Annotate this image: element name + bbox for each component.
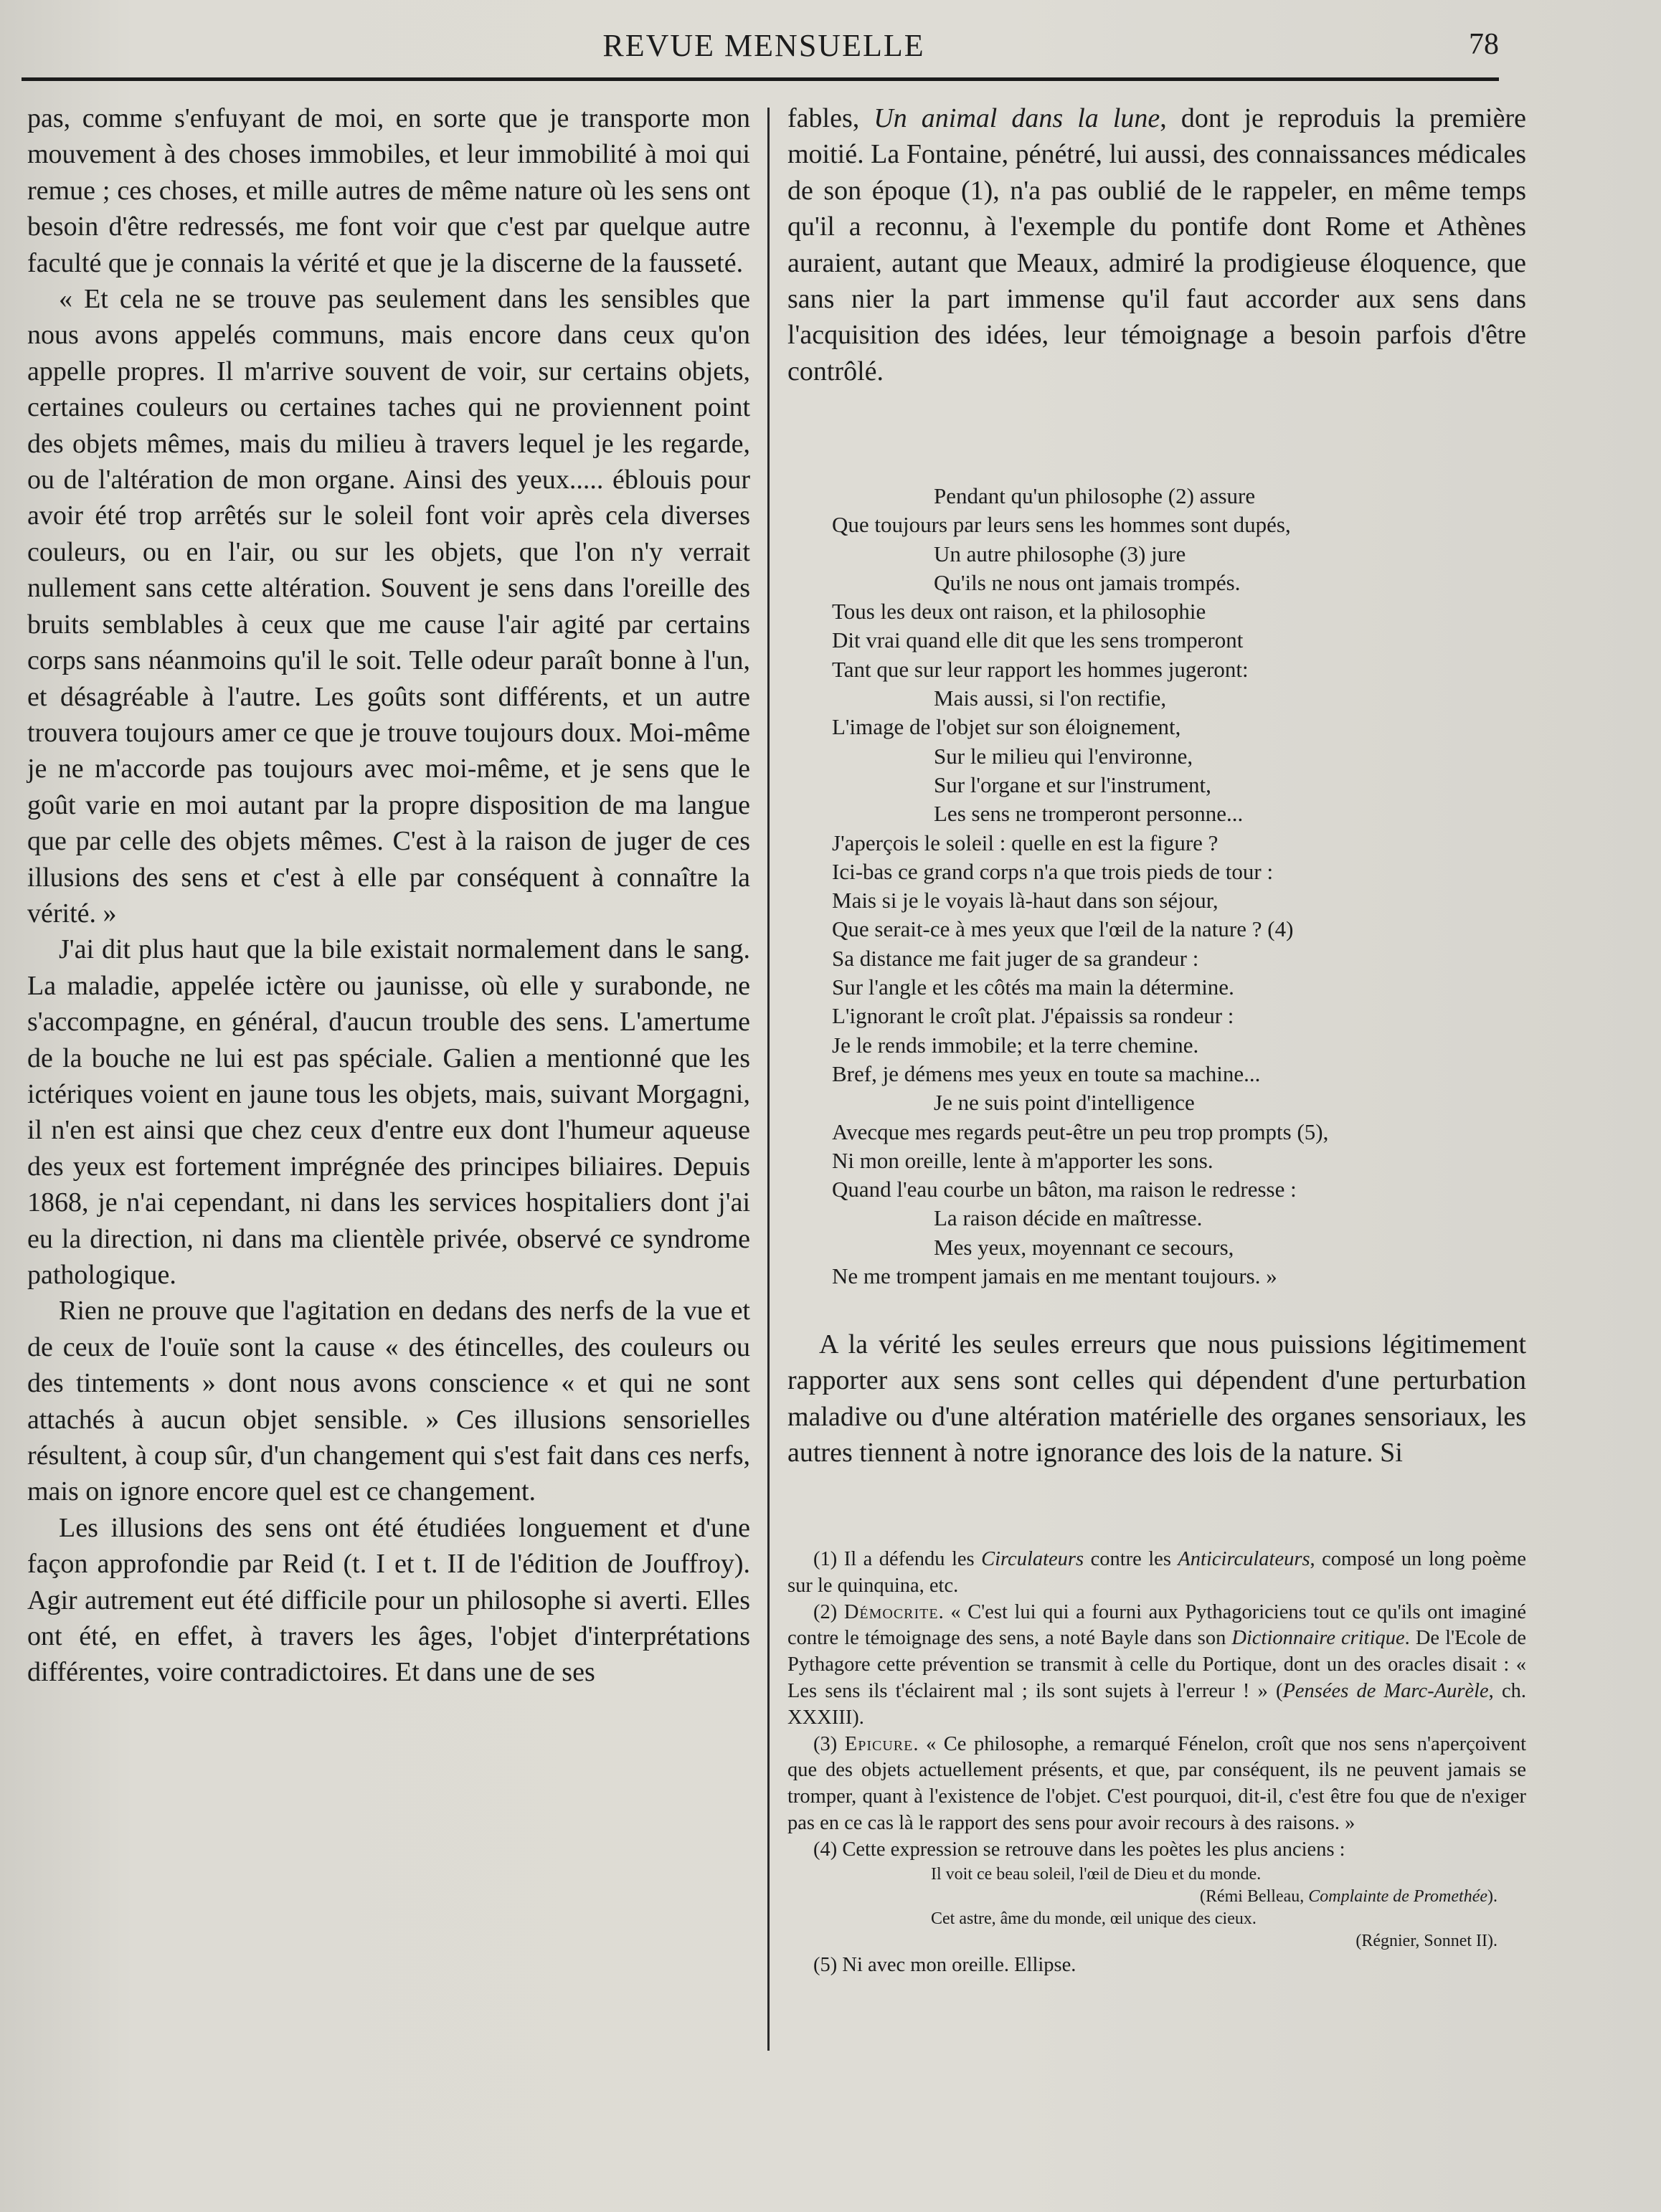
citation-line: Cet astre, âme du monde, œil unique des cieux.	[931, 1909, 1257, 1928]
poem-line: Dit vrai quand elle dit que les sens tromperont	[832, 627, 1244, 653]
footnote-number: (2)	[813, 1600, 844, 1623]
poem-line: Sur le milieu qui l'environne,	[934, 743, 1193, 769]
footnote-2	[787, 1600, 1526, 1732]
footnote-italic: Pensées de Marc-Aurèle	[1282, 1679, 1489, 1702]
paragraph: Rien ne prouve que l'agitation en dedans des nerfs de la vue et de ceux de l'ouïe sont la cause « des étincelles, des couleurs ou des tintements » dont nous avons conscience « et qui ne sont attachés à aucun objet sensible. » Ces illusions sensorielles résultent, à coup sûr, d'un changement qui s'est fait dans ces nerfs, mais on ignore encore quel est ce changement.	[27, 1296, 750, 1507]
poem-line: Les sens ne tromperont personne...	[934, 801, 1244, 827]
footnote-name: Démocrite	[843, 1600, 939, 1623]
poem-line: Sur l'organe et sur l'instrument,	[934, 772, 1211, 797]
footnote-text: . De l'Ecole de Pythagore cette prévention se transmit à celle du Portique, dont un des oracles disait : « Les sens ils t'éclairent mal ; ils sont sujets à l'erreur ! » (	[787, 1627, 1526, 1702]
poem-line: Tant que sur leur rapport les hommes jugeront:	[832, 656, 1249, 682]
intro-text: , dont je reproduis la première moitié. La Fontaine, pénétré, lui aussi, des connaissances médicales de son époque (1), n'a pas oublié de le rappeler, en même temps qu'il a reconnu, à l'exemple du pontife dont Rome et Athènes auraient, autant que Meaux, admiré la prodigieuse éloquence, que sans nier la part immense qu'il faut accorder aux sens dans l'acquisition des idées, leur témoignage a besoin parfois d'être contrôlé.	[787, 103, 1526, 386]
poem-line: Mais aussi, si l'on rectifie,	[934, 685, 1167, 711]
poem-line: Je le rends immobile; et la terre chemine.	[832, 1032, 1199, 1058]
right-column-intro	[787, 100, 1526, 389]
poem-line: Sa distance me fait juger de sa grandeur :	[832, 945, 1199, 971]
footnote-italic: Dictionnaire critique	[1231, 1627, 1405, 1650]
footnote-name: Epicure	[844, 1732, 914, 1755]
footnote-text: contre les	[1084, 1548, 1178, 1570]
footnote-text: . « Ce philosophe, a remarqué Fénelon, croît que nos sens n'aperçoivent que des objets actuellement présents, et que, par conséquent, ils ne peuvent jamais se tromper, quant à l'existence de l'objet. C'est pourquoi, dit-il, c'est être fou que de n'exiger pas en ce cas là le rapport des sens pour avoir recours à des raisons. »	[787, 1732, 1527, 1834]
poem-line: Mais si je le voyais là-haut dans son séjour,	[832, 888, 1218, 913]
poem-line: L'image de l'objet sur son éloignement,	[832, 714, 1181, 740]
right-column-closing	[787, 1326, 1526, 1471]
footnote-italic: Circulateurs	[981, 1548, 1084, 1570]
poem-line: Avecque mes regards peut-être un peu trop prompts (5),	[832, 1119, 1329, 1144]
poem-line: La raison décide en maîtresse.	[934, 1205, 1203, 1231]
footnote-italic: Anticirculateurs	[1178, 1548, 1310, 1570]
journal-title: REVUE MENSUELLE	[602, 28, 925, 63]
poem-line: Quand l'eau courbe un bâton, ma raison le redresse :	[832, 1177, 1297, 1202]
paragraph: pas, comme s'enfuyant de moi, en sorte que je transporte mon mouvement à des choses immobiles, et leur immobilité à moi qui remue ; ces choses, et mille autres de même nature où les sens ont besoin d'être redressés, me font voir que c'est par quelque autre faculté que je connais la vérité et que je la discerne de la fausseté.	[27, 103, 750, 278]
poem-line: Ici-bas ce grand corps n'a que trois pieds de tour :	[832, 858, 1274, 884]
paragraph: A la vérité les seules erreurs que nous puissions légitimement rapporter aux sens sont celles qui dépendent d'une perturbation maladive ou d'une altération matérielle des organes sensoriaux, les autres tiennent à notre ignorance des lois de la nature. Si	[787, 1329, 1526, 1468]
left-column	[27, 100, 750, 1691]
poem-line: Mes yeux, moyennant ce secours,	[934, 1234, 1234, 1260]
citation-text: ).	[1487, 1886, 1497, 1906]
footnotes	[787, 1547, 1526, 1978]
poem-line: J'aperçois le soleil : quelle en est la figure ?	[832, 830, 1218, 855]
footnote-3	[787, 1732, 1526, 1837]
intro-text: fables,	[787, 103, 874, 133]
citation-text: (Rémi Belleau,	[1199, 1886, 1309, 1906]
poem-line: Ne me trompent jamais en me mentant toujours. »	[832, 1263, 1277, 1289]
paragraph: J'ai dit plus haut que la bile existait normalement dans le sang. La maladie, appelée ictère ou jaunisse, où elle y surabonde, ne s'accompagne, en général, d'aucun trouble des sens. L'amertume de la bouche ne lui est pas spéciale. Galien a mentionné que les ictériques voient en jaune tous les objets, mais, suivant Morgagni, il n'en est ainsi que chez ceux d'entre eux dont l'humeur aqueuse des yeux est fortement imprégnée des principes biliaires. Depuis 1868, je n'ai cependant, ni dans les services hospitaliers dont j'ai eu la direction, ni dans ma clientèle privée, observé ce syndrome pathologique.	[27, 934, 750, 1290]
poem-line: Je ne suis point d'intelligence	[934, 1090, 1195, 1116]
paragraph	[787, 100, 1526, 389]
citation-source: (Régnier, Sonnet II).	[1355, 1931, 1497, 1950]
poem-line: Que serait-ce à mes yeux que l'œil de la nature ? (4)	[832, 916, 1294, 942]
fable-title: Un animal dans la lune	[874, 103, 1160, 133]
footnote-text: (1) Il a défendu les	[813, 1548, 982, 1570]
column-divider	[767, 108, 770, 2051]
footnote-4: (4) Cette expression se retrouve dans les poètes les plus anciens :	[813, 1838, 1345, 1861]
poem-line: Sur l'angle et les côtés ma main la détermine.	[832, 974, 1234, 1000]
citation-source	[787, 1886, 1526, 1908]
footnote-5: (5) Ni avec mon oreille. Ellipse.	[813, 1953, 1076, 1976]
footnote-text: , composé un long poème sur le quinquina, etc.	[787, 1548, 1526, 1597]
paragraph: Les illusions des sens ont été étudiées longuement et d'une façon approfondie par Reid (t. I et t. II de l'édition de Jouffroy). Agir autrement eut été difficile pour un philosophe si averti. Elles ont été, en effet, à travers les âges, l'objet d'interprétations différentes, voire contradictoires. Et dans une de ses	[27, 1512, 750, 1688]
paragraph: « Et cela ne se trouve pas seulement dans les sensibles que nous avons appelés communs, mais encore dans ceux qu'on appelle propres. Il m'arrive souvent de voir, sur certains objets, certaines couleurs ou certaines taches qui ne proviennent point des objets mêmes, mais du milieu à travers lequel je les regarde, ou de l'altération de mon organe. Ainsi des yeux..... éblouis pour avoir été trop arrêtés sur le soleil font voir après cela diverses couleurs, ou en l'air, ou sur les objets, que l'on n'y verrait nullement sans cette altération. Souvent je sens dans l'oreille des bruits semblables à ceux que me cause l'air agité par certains corps sans néanmoins qu'il le soit. Telle odeur paraît bonne à l'un, et désagréable à l'autre. Les goûts sont différents, et un autre trouvera toujours amer ce que je trouve toujours doux. Moi-même je ne m'accorde pas toujours avec moi-même, et je sens que le goût varie en moi autant par la propre disposition de ma langue que par celle des objets mêmes. C'est à la raison de juger de ces illusions des sens et c'est à elle par conséquent à connaître la vérité. »	[27, 284, 750, 929]
page-header	[29, 27, 1499, 70]
poem-line: Bref, je démens mes yeux en toute sa machine...	[832, 1060, 1261, 1086]
poem-line: Pendant qu'un philosophe (2) assure	[934, 483, 1256, 508]
footnote-number: (3)	[813, 1732, 845, 1755]
header-rule	[22, 77, 1499, 81]
poem-line: L'ignorant le croît plat. J'épaissis sa rondeur :	[832, 1003, 1234, 1029]
footnote-1	[787, 1547, 1526, 1600]
citation-italic: Complainte de Promethée	[1308, 1886, 1487, 1906]
poem-line: Un autre philosophe (3) jure	[934, 541, 1186, 566]
citation-line: Il voit ce beau soleil, l'œil de Dieu et du monde.	[931, 1864, 1262, 1884]
poem-line: Ni mon oreille, lente à m'apporter les sons.	[832, 1147, 1213, 1173]
poem	[832, 482, 1535, 1291]
poem-line: Qu'ils ne nous ont jamais trompés.	[934, 569, 1241, 595]
footnote-text: , ch. XXXIII).	[787, 1679, 1526, 1729]
poem-line: Que toujours par leurs sens les hommes sont dupés,	[832, 512, 1291, 538]
poem-line: Tous les deux ont raison, et la philosophie	[832, 599, 1206, 625]
footnote-text: . « C'est lui qui a fourni aux Pythagoriciens tout ce qu'ils ont imaginé contre le témoignage des sens, a noté Bayle dans son	[787, 1600, 1526, 1650]
page-number: 78	[1469, 28, 1499, 61]
